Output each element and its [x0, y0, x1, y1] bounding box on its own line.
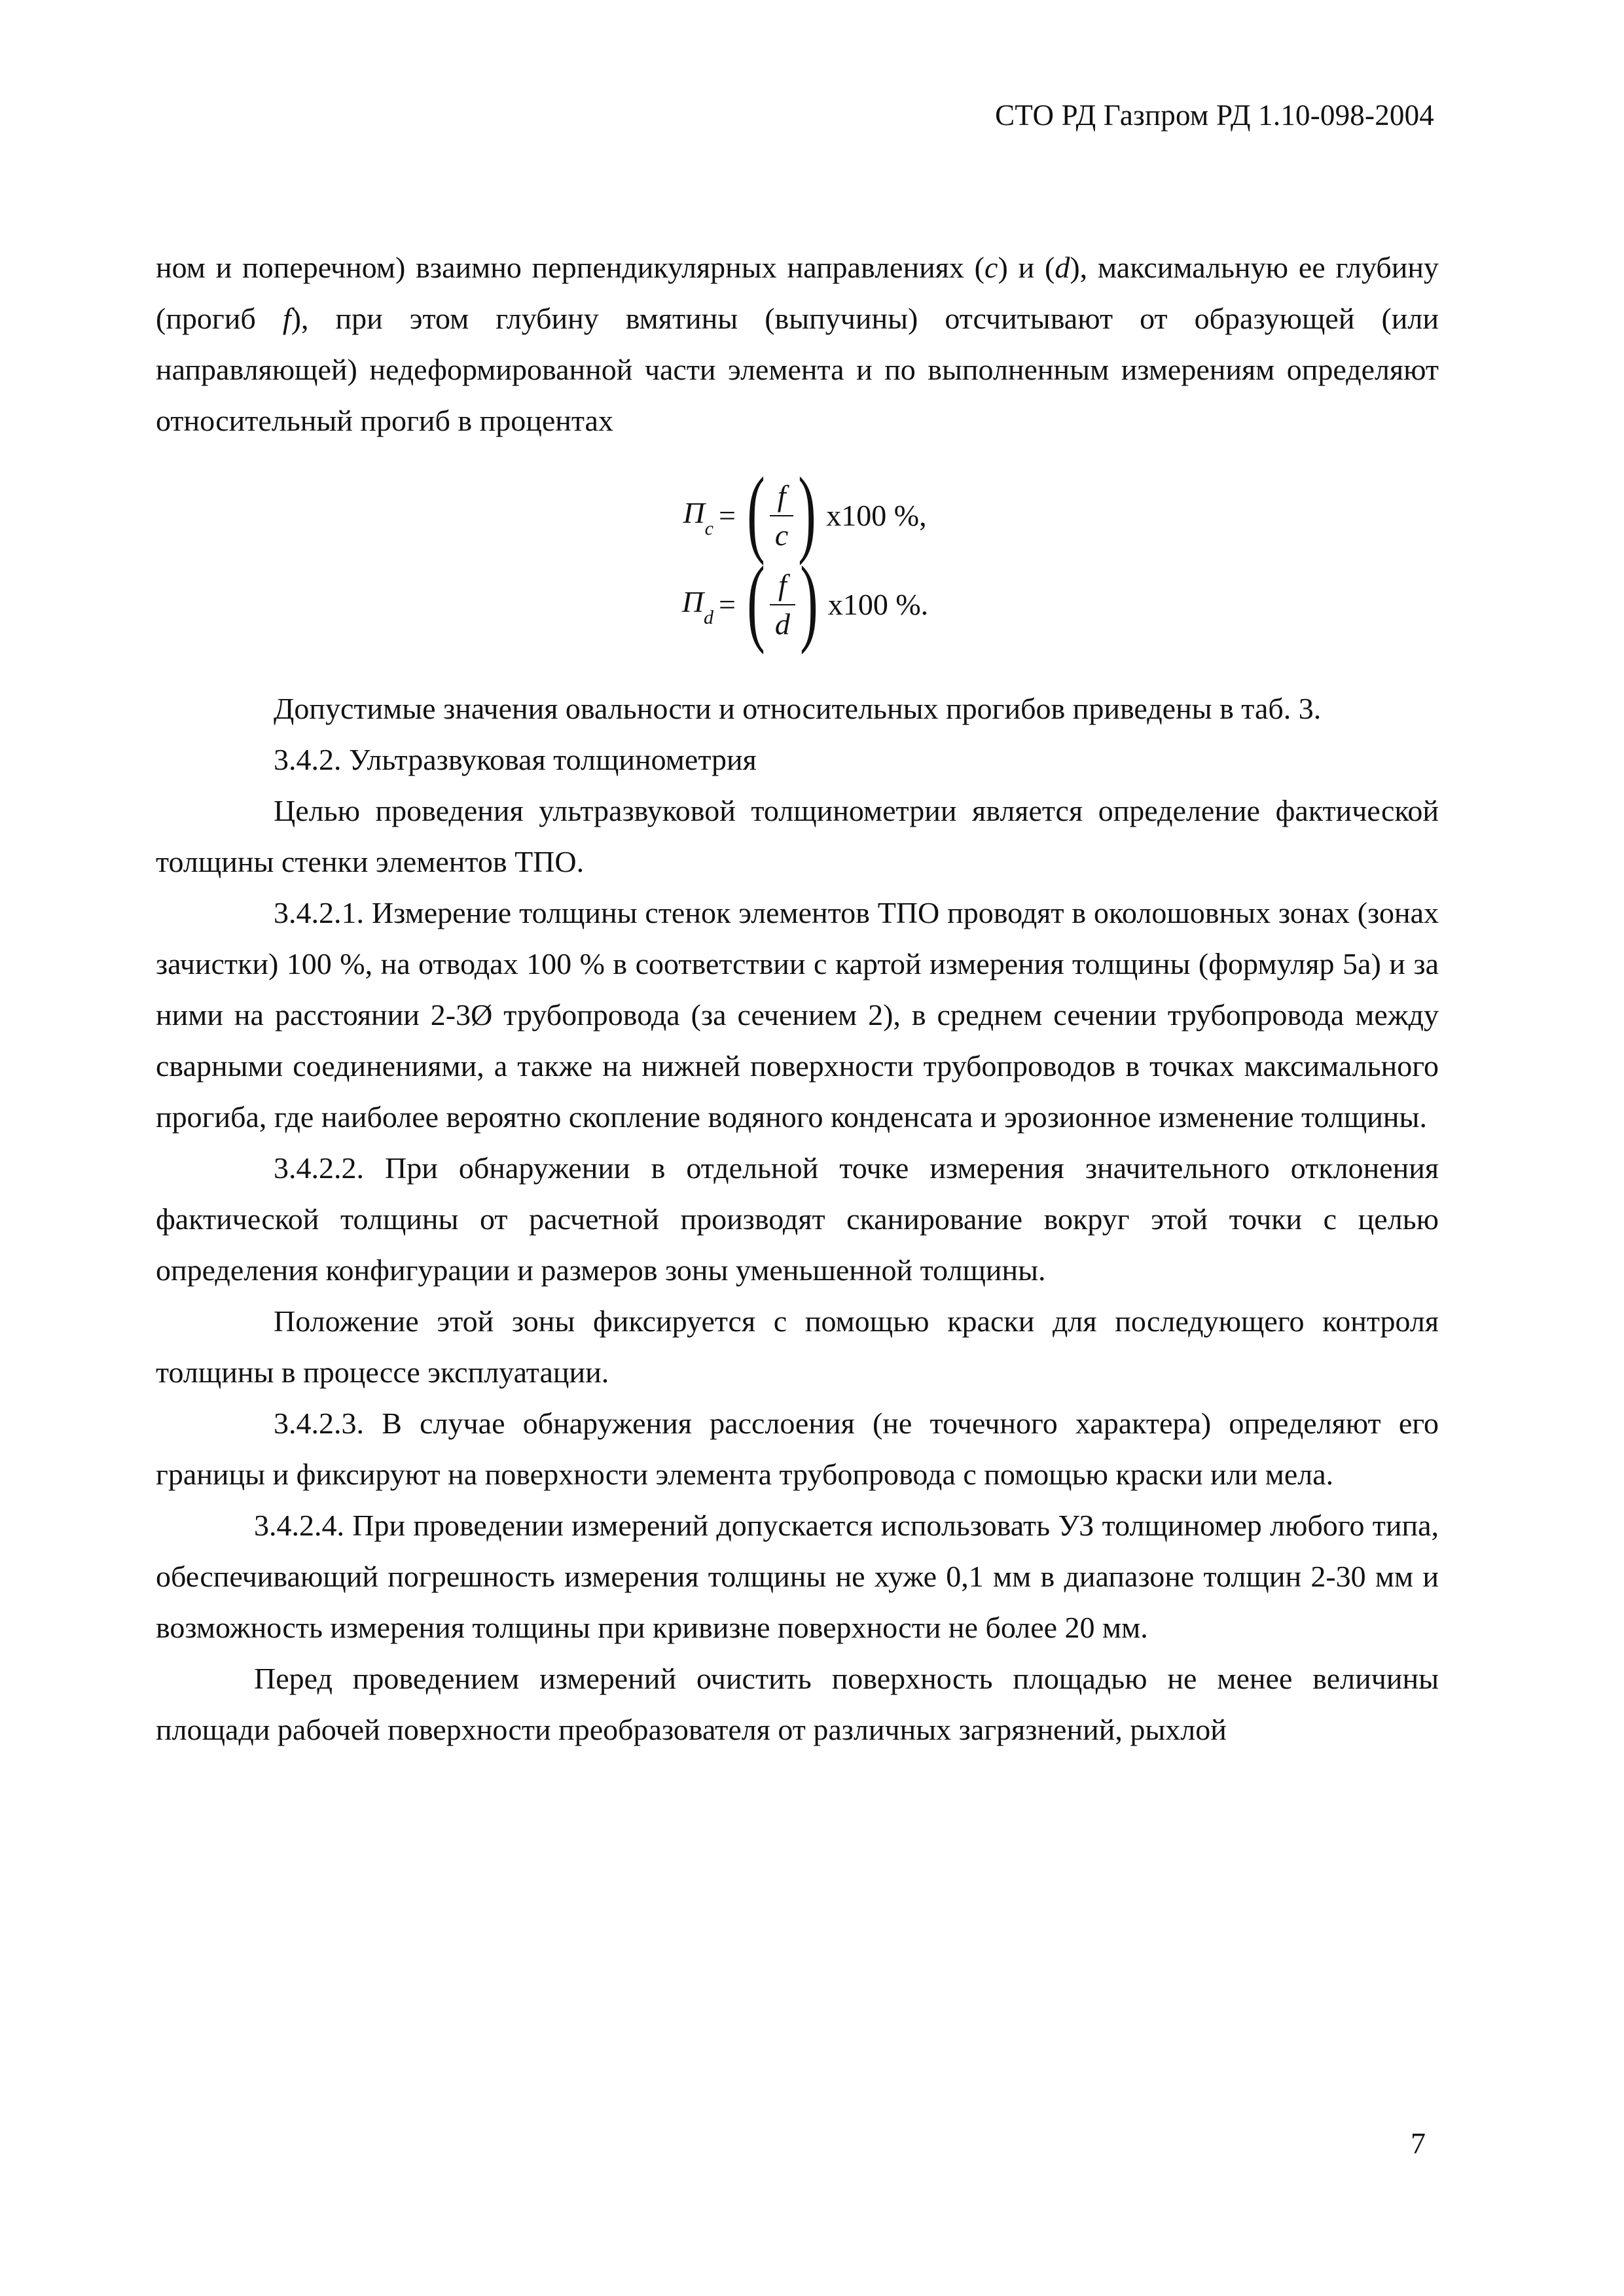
equals-sign: =: [719, 588, 736, 621]
formula-tail: х100 %.: [827, 588, 929, 621]
var-d: d: [1055, 251, 1070, 284]
right-paren: ): [798, 457, 817, 566]
section-3423-paragraph: 3.4.2.3. В случае обнаружения расслоения (не точечного характера) определяют его границы и фиксируют на поверхности элемента трубопровода с помощью краски или мела.: [156, 1407, 1439, 1491]
formula-row-c: [668, 457, 927, 566]
formula-tail: х100 %,: [826, 499, 927, 532]
zone-marking-paragraph: Положение этой зоны фиксируется с помощью краски для последующего контроля толщины в процессе эксплуатации.: [156, 1304, 1439, 1389]
deflection-formulas: [668, 457, 1439, 655]
fraction-denominator: d: [770, 604, 795, 639]
section-342-title: 3.4.2. Ультразвуковая толщинометрия: [274, 743, 757, 776]
section-3422-paragraph: 3.4.2.2. При обнаружении в отдельной точке измерения значительного отклонения фактической толщины от расчетной производят сканирование вокруг этой точки с целью определения конфигурации и размеров зоны уменьшенной толщины.: [156, 1151, 1439, 1287]
allowed-values-paragraph: Допустимые значения овальности и относительных прогибов приведены в таб. 3.: [274, 692, 1322, 725]
page-number: 7: [1411, 2126, 1426, 2160]
document-code-header: СТО РД Газпром РД 1.10-098-2004: [995, 99, 1434, 132]
section-342-goal: Целью проведения ультразвуковой толщинометрии является определение фактической толщины стенки элементов ТПО.: [156, 794, 1439, 878]
left-paren: (: [747, 457, 765, 566]
fraction-denominator: c: [770, 515, 793, 550]
var-f: f: [282, 302, 291, 335]
intro-text-2: ) и (: [998, 251, 1055, 284]
equals-sign: =: [719, 499, 736, 532]
section-3421-paragraph: 3.4.2.1. Измерение толщины стенок элементов ТПО проводят в околошовных зонах (зонах зачистки) 100 %, на отводах 100 % в соответствии с картой измерения толщины (формуляр 5а) и за ними на расстоянии 2-3Ø трубопровода (за сечением 2), в среднем сечении трубопровода между сварными соединениями, а также на нижней поверхности трубопроводов в точках максимального прогиба, где наиболее вероятно скопление водяного конденсата и эрозионное изменение толщины.: [156, 896, 1439, 1134]
fraction: [770, 481, 793, 550]
fraction-numerator: f: [777, 479, 786, 512]
formula-lhs: $П_c$: [683, 495, 713, 540]
formula-lhs: $П_d$: [681, 584, 713, 629]
intro-paragraph: [156, 242, 1439, 446]
intro-text-3: ), максимальную ее глубину (прогиб: [156, 251, 1439, 335]
intro-text-4: ), при этом глубину вмятины (выпучины) отсчитывают от образующей (или направляющей) недеформированной части элемента и по выполненным измерениям определяют относительный прогиб в процентах: [156, 302, 1439, 437]
right-paren: ): [800, 547, 818, 655]
intro-text-1: ном и поперечном) взаимно перпендикулярных направлениях (: [156, 251, 985, 284]
surface-cleaning-paragraph: Перед проведением измерений очистить поверхность площадью не менее величины площади рабочей поверхности преобразователя от различных загрязнений, рыхлой: [156, 1662, 1439, 1746]
fraction-numerator: f: [778, 568, 787, 601]
fraction: [770, 570, 795, 639]
section-3424-paragraph: 3.4.2.4. При проведении измерений допускается использовать УЗ толщиномер любого типа, обеспечивающий погрешность измерения толщины не хуже 0,1 мм в диапазоне толщин 2-30 мм и возможность измерения толщины при кривизне поверхности не более 20 мм.: [156, 1509, 1439, 1644]
var-c: c: [984, 251, 998, 284]
left-paren: (: [747, 547, 765, 655]
page-body: [156, 242, 1439, 1755]
formula-row-d: [668, 547, 929, 655]
